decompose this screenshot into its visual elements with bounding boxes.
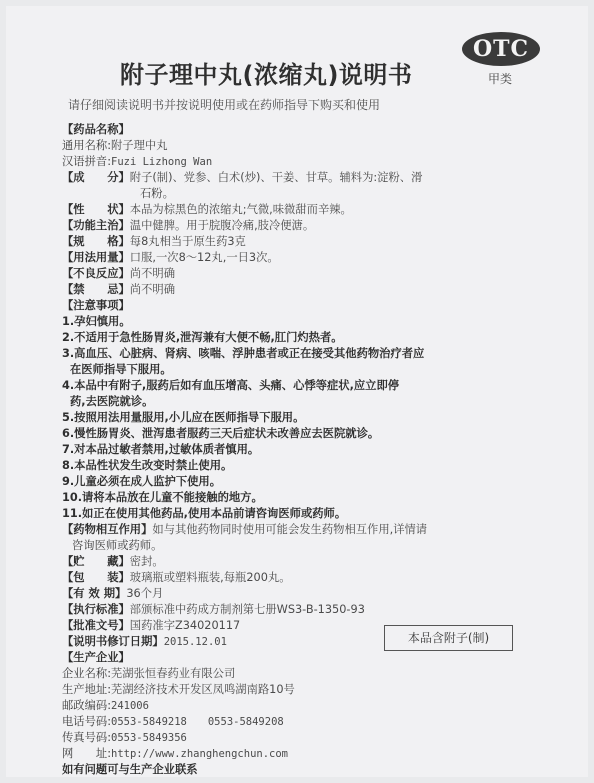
ingredients-value: 附子(制)、党参、白术(炒)、干姜、甘草。辅料为:淀粉、滑 (129, 171, 423, 184)
address-label: 生产地址: (62, 683, 111, 696)
contraindications-row (62, 282, 556, 298)
website-value: http://www.zhanghengchun.com (111, 748, 289, 760)
address-value: 芜湖经济技术开发区凤鸣湖南路10号 (111, 683, 295, 696)
appearance-label: 【性 状】 (62, 203, 130, 216)
drug-name-heading: 【药品名称】 (62, 123, 130, 136)
precaution-item: 8.本品性状发生改变时禁止使用。 (62, 459, 233, 472)
validity-row (62, 586, 556, 602)
dosage-value: 口服,一次8～12丸,一日3次。 (129, 251, 279, 264)
ingredients-continued: 石粉。 (140, 187, 174, 200)
adverse-row (62, 266, 556, 282)
pinyin-label: 汉语拼音: (62, 155, 111, 168)
packaging-value: 玻璃瓶或塑料瓶装,每瓶200丸。 (129, 571, 291, 584)
postcode-value: 241006 (111, 700, 149, 712)
storage-row (62, 554, 556, 570)
standard-value: 部颁标准中药成方制剂第七册WS3-B-1350-93 (129, 603, 365, 616)
dosage-label: 【用法用量】 (62, 251, 130, 264)
approval-value: 国药准字Z34020117 (129, 619, 241, 632)
specification-label: 【规 格】 (62, 235, 130, 248)
interactions-value: 如与其他药物同时使用可能会发生药物相互作用,详情请 (152, 523, 428, 536)
otc-logo: OTC (462, 32, 540, 66)
precaution-item: 5.按照用法用量服用,小儿应在医师指导下服用。 (62, 411, 305, 424)
precaution-item: 7.对本品过敏者禁用,过敏体质者慎用。 (62, 443, 260, 456)
ingredients-label: 【成 分】 (62, 171, 130, 184)
otc-class-label: 甲类 (488, 72, 513, 86)
approval-label: 【批准文号】 (62, 619, 130, 632)
precaution-item: 1.孕妇慎用。 (62, 315, 131, 328)
interactions-continued: 咨询医师或药师。 (72, 539, 163, 552)
precaution-item: 9.儿童必须在成人监护下使用。 (62, 475, 222, 488)
precautions-heading: 【注意事项】 (62, 299, 130, 312)
generic-name-label: 通用名称: (62, 139, 111, 152)
precaution-item: 2.不适用于急性肠胃炎,泄泻兼有大便不畅,肛门灼热者。 (62, 331, 343, 344)
revision-value: 2015.12.01 (163, 636, 227, 648)
precaution-item: 4.本品中有附子,服药后如有血压增高、头痛、心悸等症状,应立即停 (62, 379, 400, 392)
precaution-item: 6.慢性肠胃炎、泄泻患者服药三天后症状未改善应去医院就诊。 (62, 427, 380, 440)
precaution-item: 10.请将本品放在儿童不能接触的地方。 (62, 491, 263, 504)
standard-label: 【执行标准】 (62, 603, 130, 616)
company-label: 企业名称: (62, 667, 111, 680)
appearance-value: 本品为棕黑色的浓缩丸;气微,味微甜而辛辣。 (129, 203, 352, 216)
revision-label: 【说明书修订日期】 (62, 635, 164, 648)
appearance-row (62, 202, 556, 218)
pinyin-row (62, 154, 556, 170)
phone-value: 0553-5849218 0553-5849208 (111, 716, 284, 728)
storage-label: 【贮 藏】 (62, 555, 130, 568)
contact-note: 如有问题可与生产企业联系 (62, 763, 198, 776)
dosage-row (62, 250, 556, 266)
interactions-label: 【药物相互作用】 (62, 523, 153, 536)
ingredients-row (62, 170, 556, 186)
fax-row (62, 730, 556, 746)
standard-row (62, 602, 556, 618)
document-subtitle: 请仔细阅读说明书并按说明使用或在药师指导下购买和使用 (68, 98, 381, 112)
indications-row (62, 218, 556, 234)
packaging-row (62, 570, 556, 586)
postcode-label: 邮政编码: (62, 699, 111, 712)
storage-value: 密封。 (129, 555, 164, 568)
interactions-row (62, 522, 556, 538)
packaging-label: 【包 装】 (62, 571, 130, 584)
validity-label: 【有 效 期】 (62, 587, 127, 600)
document-title: 附子理中丸(浓缩丸)说明书 (120, 61, 413, 89)
manufacturer-heading: 【生产企业】 (62, 651, 130, 664)
indications-value: 温中健脾。用于脘腹冷痛,肢冷便溏。 (129, 219, 315, 232)
company-value: 芜湖张恒春药业有限公司 (111, 667, 236, 680)
fax-value: 0553-5849356 (111, 732, 187, 744)
validity-value: 36个月 (126, 587, 164, 600)
contains-aconite-notice: 本品含附子(制) (384, 625, 513, 651)
phone-label: 电话号码: (62, 715, 111, 728)
adverse-label: 【不良反应】 (62, 267, 130, 280)
pinyin-value: Fuzi Lizhong Wan (111, 156, 213, 168)
contraindications-value: 尚不明确 (129, 283, 175, 296)
precaution-item: 药,去医院就诊。 (70, 395, 154, 408)
specification-row (62, 234, 556, 250)
address-row (62, 682, 556, 698)
adverse-value: 尚不明确 (129, 267, 175, 280)
generic-name-row (62, 138, 556, 154)
precaution-item: 在医师指导下服用。 (70, 363, 172, 376)
website-row (62, 746, 556, 762)
postcode-row (62, 698, 556, 714)
contraindications-label: 【禁 忌】 (62, 283, 130, 296)
website-label: 网 址: (62, 747, 111, 760)
fax-label: 传真号码: (62, 731, 111, 744)
generic-name-value: 附子理中丸 (111, 139, 168, 152)
phone-row (62, 714, 556, 730)
precaution-item: 3.高血压、心脏病、肾病、咳喘、浮肿患者或正在接受其他药物治疗者应 (62, 347, 425, 360)
precaution-item: 11.如正在使用其他药品,使用本品前请咨询医师或药师。 (62, 507, 347, 520)
company-row (62, 666, 556, 682)
specification-value: 每8丸相当于原生药3克 (129, 235, 246, 248)
indications-label: 【功能主治】 (62, 219, 130, 232)
